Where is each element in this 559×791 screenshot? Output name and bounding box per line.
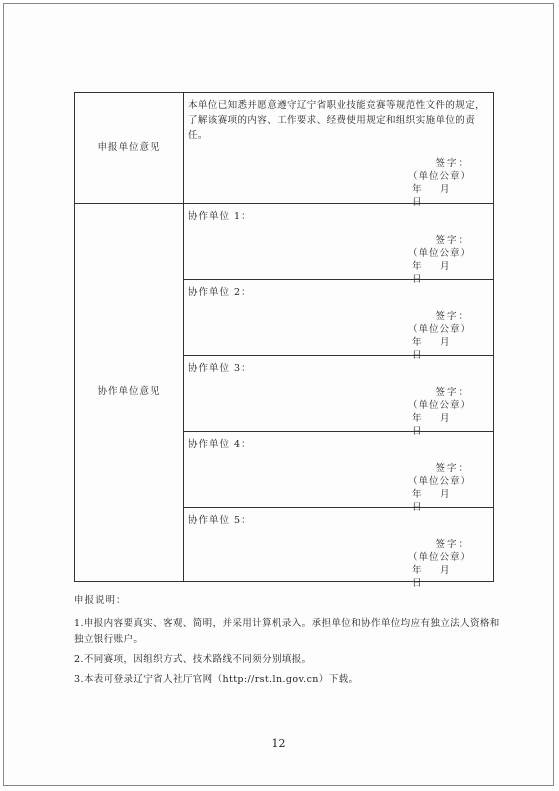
sign-label: 签字： <box>435 158 470 169</box>
row-divider <box>183 279 493 280</box>
note-item: 2.不同赛项，因组织方式、技术路线不同须分别填报。 <box>74 654 312 665</box>
coop-4-signature-block: 签字： （单位公章） 年 月日 <box>408 463 472 513</box>
note-item: 3.本表可登录辽宁省人社厅官网（http://rst.ln.gov.cn）下载。 <box>74 674 359 685</box>
date-line: 年 月日 <box>412 184 450 208</box>
coop-unit-label: 协作单位意见 <box>97 386 161 397</box>
application-notes <box>74 592 504 688</box>
row-divider <box>183 431 493 432</box>
apply-signature-block <box>400 157 490 209</box>
coop-unit-2-label: 协作单位 2： <box>188 287 252 298</box>
coop-unit-1-label: 协作单位 1： <box>188 211 252 222</box>
coop-2-signature-block: 签字： （单位公章） 年 月日 <box>408 311 472 361</box>
row-divider <box>183 507 493 508</box>
row-divider <box>183 355 493 356</box>
note-item: 1.申报内容要真实、客观、简明，并采用计算机录入。承担单位和协作单位均应有独立法人资格和独立银行账户。 <box>74 618 500 645</box>
apply-unit-label: 申报单位意见 <box>97 142 161 153</box>
seal-label: （单位公章） <box>408 171 472 182</box>
page-number: 12 <box>271 737 286 750</box>
application-form-table <box>74 92 494 589</box>
coop-unit-3-label: 协作单位 3： <box>188 363 252 374</box>
section-divider <box>75 203 493 204</box>
coop-unit-5-label: 协作单位 5： <box>188 515 252 526</box>
coop-unit-4-label: 协作单位 4： <box>188 439 252 450</box>
document-page <box>3 3 554 786</box>
coop-5-signature-block: 签字： （单位公章） 年 月日 <box>408 539 472 589</box>
coop-1-signature-block: 签字： （单位公章） 年 月日 <box>408 235 472 285</box>
notes-heading: 申报说明： <box>74 595 127 606</box>
coop-3-signature-block: 签字： （单位公章） 年 月日 <box>408 387 472 437</box>
apply-unit-statement: 本单位已知悉并愿意遵守辽宁省职业技能竞赛等规范性文件的规定，了解该赛项的内容、工作要求、经费使用规定和组织实施单位的责任。 <box>188 100 486 141</box>
